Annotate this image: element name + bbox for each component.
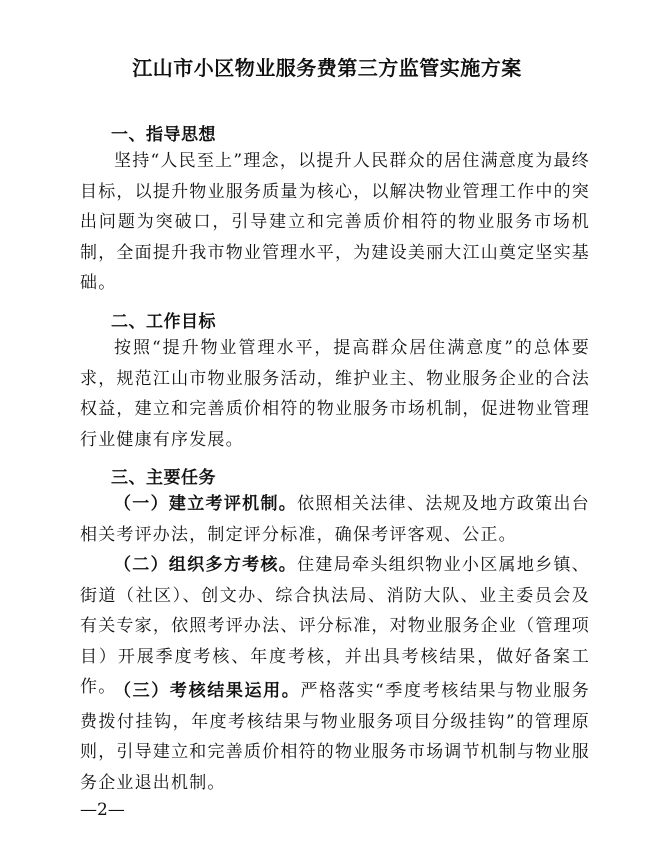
section-heading-main-tasks: 三、主要任务: [111, 468, 216, 488]
task-item-text: 严格落实“季度考核结果与物业服务费拨付挂钩，年度考核结果与物业服务项目分级挂钩”的管理原则，引导建立和完善质价相符的物业服务市场调节机制与物业服务企业退出机制。: [80, 681, 591, 793]
task-item-result-application: [80, 676, 590, 798]
section-paragraph-work-goals: 按照“提升物业管理水平，提高群众居住满意度”的总体要求，规范江山市物业服务活动，维护业主、物业服务企业的合法权益，建立和完善质价相符的物业服务市场机制，促进物业管理行业健康有序发展。: [80, 338, 590, 450]
task-item-text: 依照相关法律、法规及地方政策出台相关考评办法，制定评分标准，确保考评客观、公正。: [80, 494, 591, 545]
task-item-label: （一）建立考评机制。: [114, 494, 298, 514]
document-title: 江山市小区物业服务费第三方监管实施方案: [132, 56, 522, 80]
task-item-text: 住建局牵头组织物业小区属地乡镇、街道（社区）、创文办、综合执法局、消防大队、业主委员会及有关专家，依照考评办法、评分标准，对物业服务企业（管理项目）开展季度考核、年度考核，并出具考核结果，做好备案工作。: [80, 555, 591, 697]
task-item-label: （二）组织多方考核。: [114, 555, 298, 575]
task-item-evaluation-mechanism: [80, 489, 590, 550]
section-heading-guiding-ideology: 一、指导思想: [111, 125, 216, 145]
section-paragraph-guiding-ideology: 坚持“人民至上”理念，以提升人民群众的居住满意度为最终目标，以提升物业服务质量为核心，以解决物业管理工作中的突出问题为突破口，引导建立和完善质价相符的物业服务市场机制，全面提升我市物业管理水平，为建设美丽大江山奠定坚实基础。: [80, 151, 590, 293]
task-item-label: （三）考核结果运用。: [114, 681, 301, 701]
section-heading-work-goals: 二、工作目标: [111, 312, 216, 332]
page-number: —2—: [80, 800, 125, 820]
